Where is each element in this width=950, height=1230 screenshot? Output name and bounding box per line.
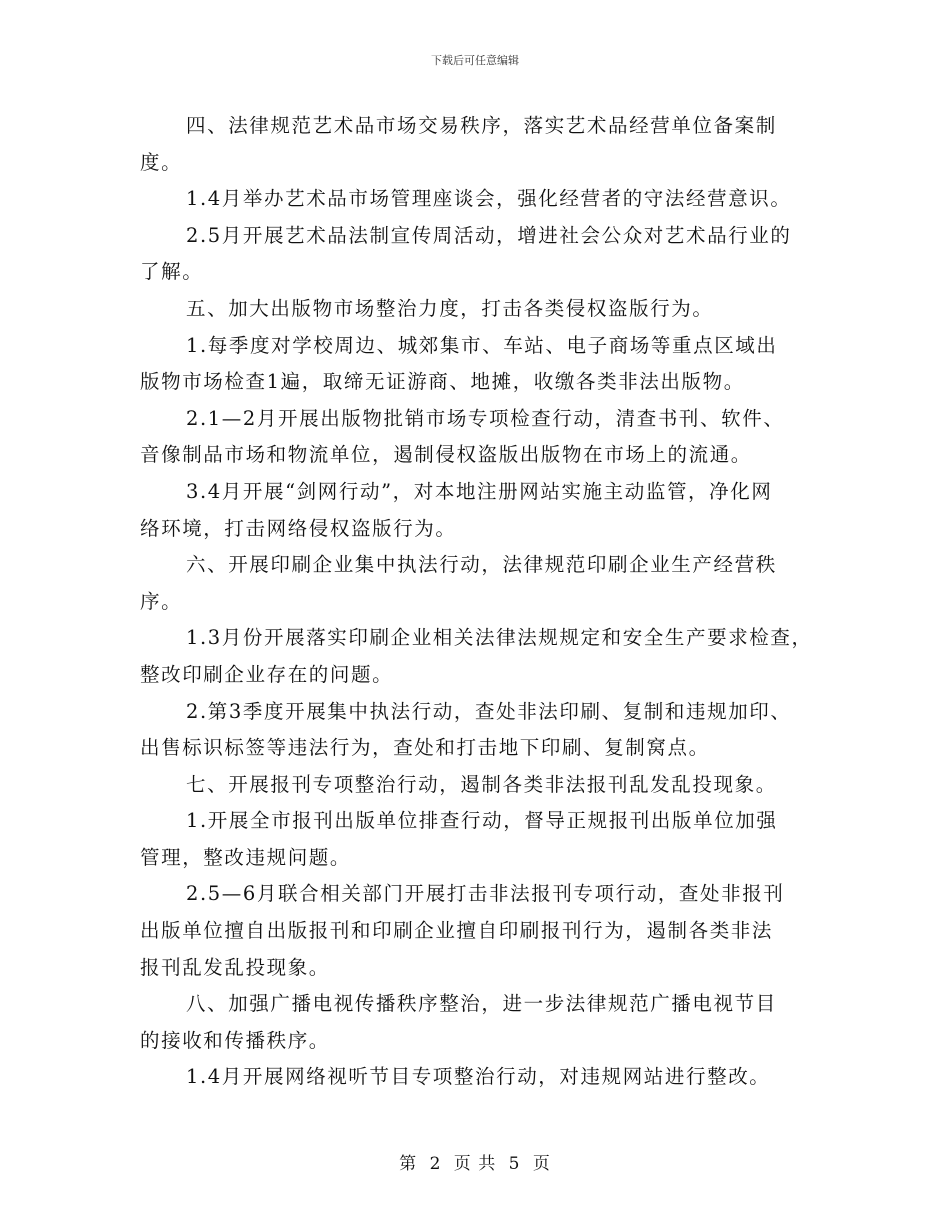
- body-line: 1.3月份开展落实印刷企业相关法律法规规定和安全生产要求检查，: [186, 626, 813, 650]
- body-line: 四、法律规范艺术品市场交易秩序，落实艺术品经营单位备案制: [186, 114, 777, 137]
- body-line: 版物市场检查1遍，取缔无证游商、地摊，收缴各类非法出版物。: [140, 370, 745, 394]
- header-text: 下载后可任意编辑: [431, 54, 519, 67]
- body-line: 2.5月开展艺术品法制宣传周活动，增进社会公众对艺术品行业的: [186, 223, 792, 247]
- body-line: 五、加大出版物市场整治力度，打击各类侵权盗版行为。: [186, 296, 714, 320]
- body-line: 络环境，打击网络侵权盗版行为。: [140, 516, 457, 540]
- body-line: 序。: [140, 589, 183, 613]
- body-line: 1.每季度对学校周边、城郊集市、车站、电子商场等重点区域出: [186, 333, 778, 357]
- footer-prefix: 第: [399, 1154, 418, 1174]
- body-line: 七、开展报刊专项整治行动，遏制各类非法报刊乱发乱投现象。: [186, 772, 777, 796]
- body-line: 音像制品市场和物流单位，遏制侵权盗版出版物在市场上的流通。: [140, 443, 752, 467]
- body-line: 六、开展印刷企业集中执法行动，法律规范印刷企业生产经营秩: [186, 553, 777, 577]
- footer-suffix: 页: [532, 1154, 551, 1174]
- document-body: [140, 108, 816, 1096]
- body-line: 1.开展全市报刊出版单位排查行动，督导正规报刊出版单位加强: [186, 809, 778, 833]
- body-line: 度。: [140, 150, 183, 174]
- body-line: 了解。: [140, 260, 204, 284]
- body-line: 整改印刷企业存在的问题。: [140, 662, 394, 686]
- body-line: 出版单位擅自出版报刊和印刷企业擅自印刷报刊行为，遏制各类非法: [140, 919, 774, 943]
- body-line: 出售标识标签等违法行为，查处和打击地下印刷、复制窝点。: [140, 736, 710, 760]
- page-header: [0, 54, 950, 68]
- body-line: 报刊乱发乱投现象。: [140, 955, 330, 979]
- footer-total-pages: 5: [508, 1154, 521, 1174]
- body-line: 2.第3季度开展集中执法行动，查处非法印刷、复制和违规加印、: [186, 699, 792, 723]
- body-line: 3.4月开展“剑网行动”，对本地注册网站实施主动监管，净化网: [186, 479, 773, 503]
- footer-page-number: 2: [429, 1154, 442, 1174]
- body-line: 2.5—6月联合相关部门开展打击非法报刊专项行动，查处非报刊: [186, 882, 785, 906]
- body-line: 的接收和传播秩序。: [140, 1028, 330, 1052]
- body-line: 1.4月举办艺术品市场管理座谈会，强化经营者的守法经营意识。: [186, 187, 792, 211]
- body-line: 1.4月开展网络视听节目专项整治行动，对违规网站进行整改。: [186, 1065, 771, 1089]
- page-footer: [0, 1153, 950, 1175]
- body-line: 八、加强广播电视传播秩序整治，进一步法律规范广播电视节目: [186, 992, 777, 1016]
- body-line: 2.1—2月开展出版物批销市场专项检查行动，清查书刊、软件、: [186, 406, 785, 430]
- footer-middle: 页 共: [453, 1154, 497, 1174]
- body-line: 管理，整改违规问题。: [140, 845, 352, 869]
